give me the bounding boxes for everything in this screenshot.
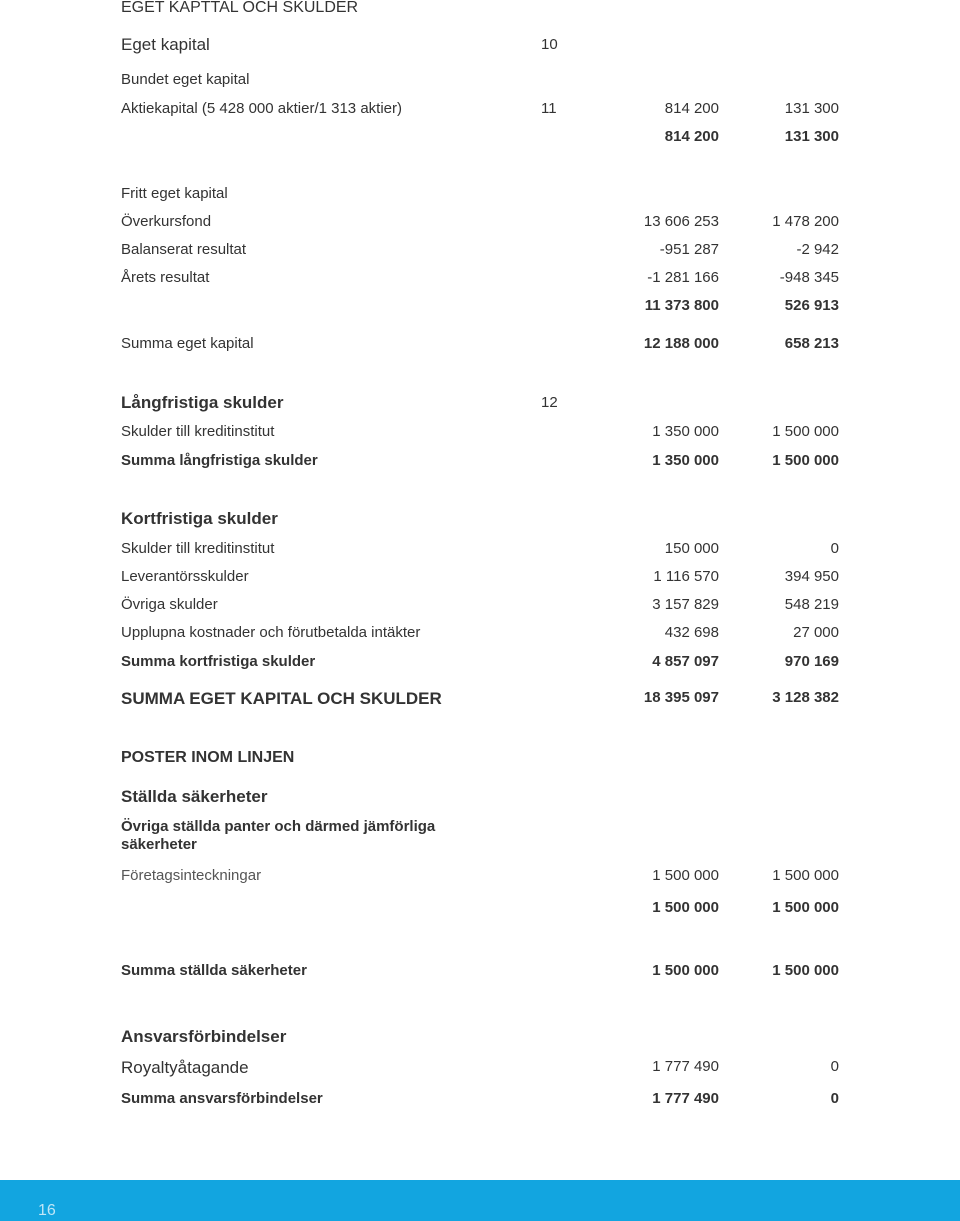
summa-langfristiga-v1: 1 350 000 [652,452,719,469]
poster-header: POSTER INOM LINJEN [121,749,295,766]
note-ref: 10 [541,36,558,53]
row-label: Överkursfond [121,213,212,230]
row-v1: 150 000 [664,540,719,557]
summa-eget-kapital-label: Summa eget kapital [121,335,254,352]
row-v1: -951 287 [659,241,719,258]
summa-stallda-v1: 1 500 000 [652,962,719,979]
summa-ansvar-label: Summa ansvarsförbindelser [121,1090,323,1107]
row-v1: 432 698 [664,624,719,641]
row-v2: 0 [830,1058,839,1075]
row-v1: 1 777 490 [652,1058,719,1075]
stallda-sub-line1: Övriga ställda panter och därmed jämförliga [121,818,436,835]
row-v1: 1 116 570 [653,568,719,585]
row-v2: 1 478 200 [772,213,839,230]
row-v1: -1 281 166 [647,269,719,286]
fritt-sum-v1: 11 373 800 [644,297,719,314]
page-number: 16 [38,1202,56,1219]
bundet-sum-v2: 131 300 [784,128,839,145]
row-v1: 13 606 253 [643,213,719,230]
row-v2: -2 942 [796,241,839,258]
summa-ansvar-v2: 0 [830,1090,839,1107]
fritt-sum-v2: 526 913 [784,297,839,314]
langfristiga-title: Långfristiga skulder [121,393,284,412]
total-v2: 3 128 382 [772,689,839,706]
row-label: Royaltyåtagande [121,1058,249,1077]
row-v2: 394 950 [784,568,839,585]
aktiekapital-v2: 131 300 [784,100,839,117]
stallda-sub-line2: säkerheter [121,836,197,853]
row-v2: 1 500 000 [772,867,839,884]
summa-kortfristiga-v1: 4 857 097 [652,653,719,670]
row-label: Upplupna kostnader och förutbetalda intäkter [121,624,421,641]
summa-stallda-label: Summa ställda säkerheter [121,962,307,979]
summa-eget-kapital-v1: 12 188 000 [643,335,719,352]
summa-kortfristiga-label: Summa kortfristiga skulder [121,653,316,670]
section-header: EGET KAPTTAL OCH SKULDER [121,0,359,16]
bundet-sum-v1: 814 200 [664,128,719,145]
row-v1: 1 350 000 [652,423,719,440]
kortfristiga-title: Kortfristiga skulder [121,509,278,528]
row-v1: 3 157 829 [652,596,719,613]
bundet-title: Bundet eget kapital [121,71,250,88]
row-label: Skulder till kreditinstitut [121,423,275,440]
summa-eget-kapital-v2: 658 213 [784,335,839,352]
summa-stallda-v2: 1 500 000 [772,962,839,979]
stallda-sum-v1: 1 500 000 [652,899,719,916]
footer-bar [0,1180,960,1221]
row-label: Balanserat resultat [121,241,247,258]
summa-kortfristiga-v2: 970 169 [784,653,839,670]
summa-ansvar-v1: 1 777 490 [652,1090,719,1107]
row-v2: 27 000 [793,624,839,641]
row-label: Leverantörsskulder [121,568,249,585]
ansvar-title: Ansvarsförbindelser [121,1027,287,1046]
row-v1: 1 500 000 [652,867,719,884]
fritt-title: Fritt eget kapital [121,185,228,202]
row-label: Årets resultat [121,269,210,286]
row-v2: 0 [830,540,839,557]
total-v1: 18 395 097 [643,689,719,706]
note-ref: 11 [541,100,557,117]
aktiekapital-v1: 814 200 [664,100,719,117]
summa-langfristiga-label: Summa långfristiga skulder [121,452,318,469]
row-label: Skulder till kreditinstitut [121,540,275,557]
row-label: Företagsinteckningar [121,867,262,884]
row-v2: 548 219 [784,596,839,613]
total-label: SUMMA EGET KAPITAL OCH SKULDER [121,689,442,708]
row-v2: 1 500 000 [772,423,839,440]
stallda-title: Ställda säkerheter [121,787,268,806]
summa-langfristiga-v2: 1 500 000 [772,452,839,469]
note-ref: 12 [541,394,558,411]
stallda-sum-v2: 1 500 000 [772,899,839,916]
eget-kapital-title: Eget kapital [121,35,210,54]
row-label: Övriga skulder [121,596,218,613]
aktiekapital-label: Aktiekapital (5 428 000 aktier/1 313 aktier) [121,100,402,117]
row-v2: -948 345 [779,269,839,286]
